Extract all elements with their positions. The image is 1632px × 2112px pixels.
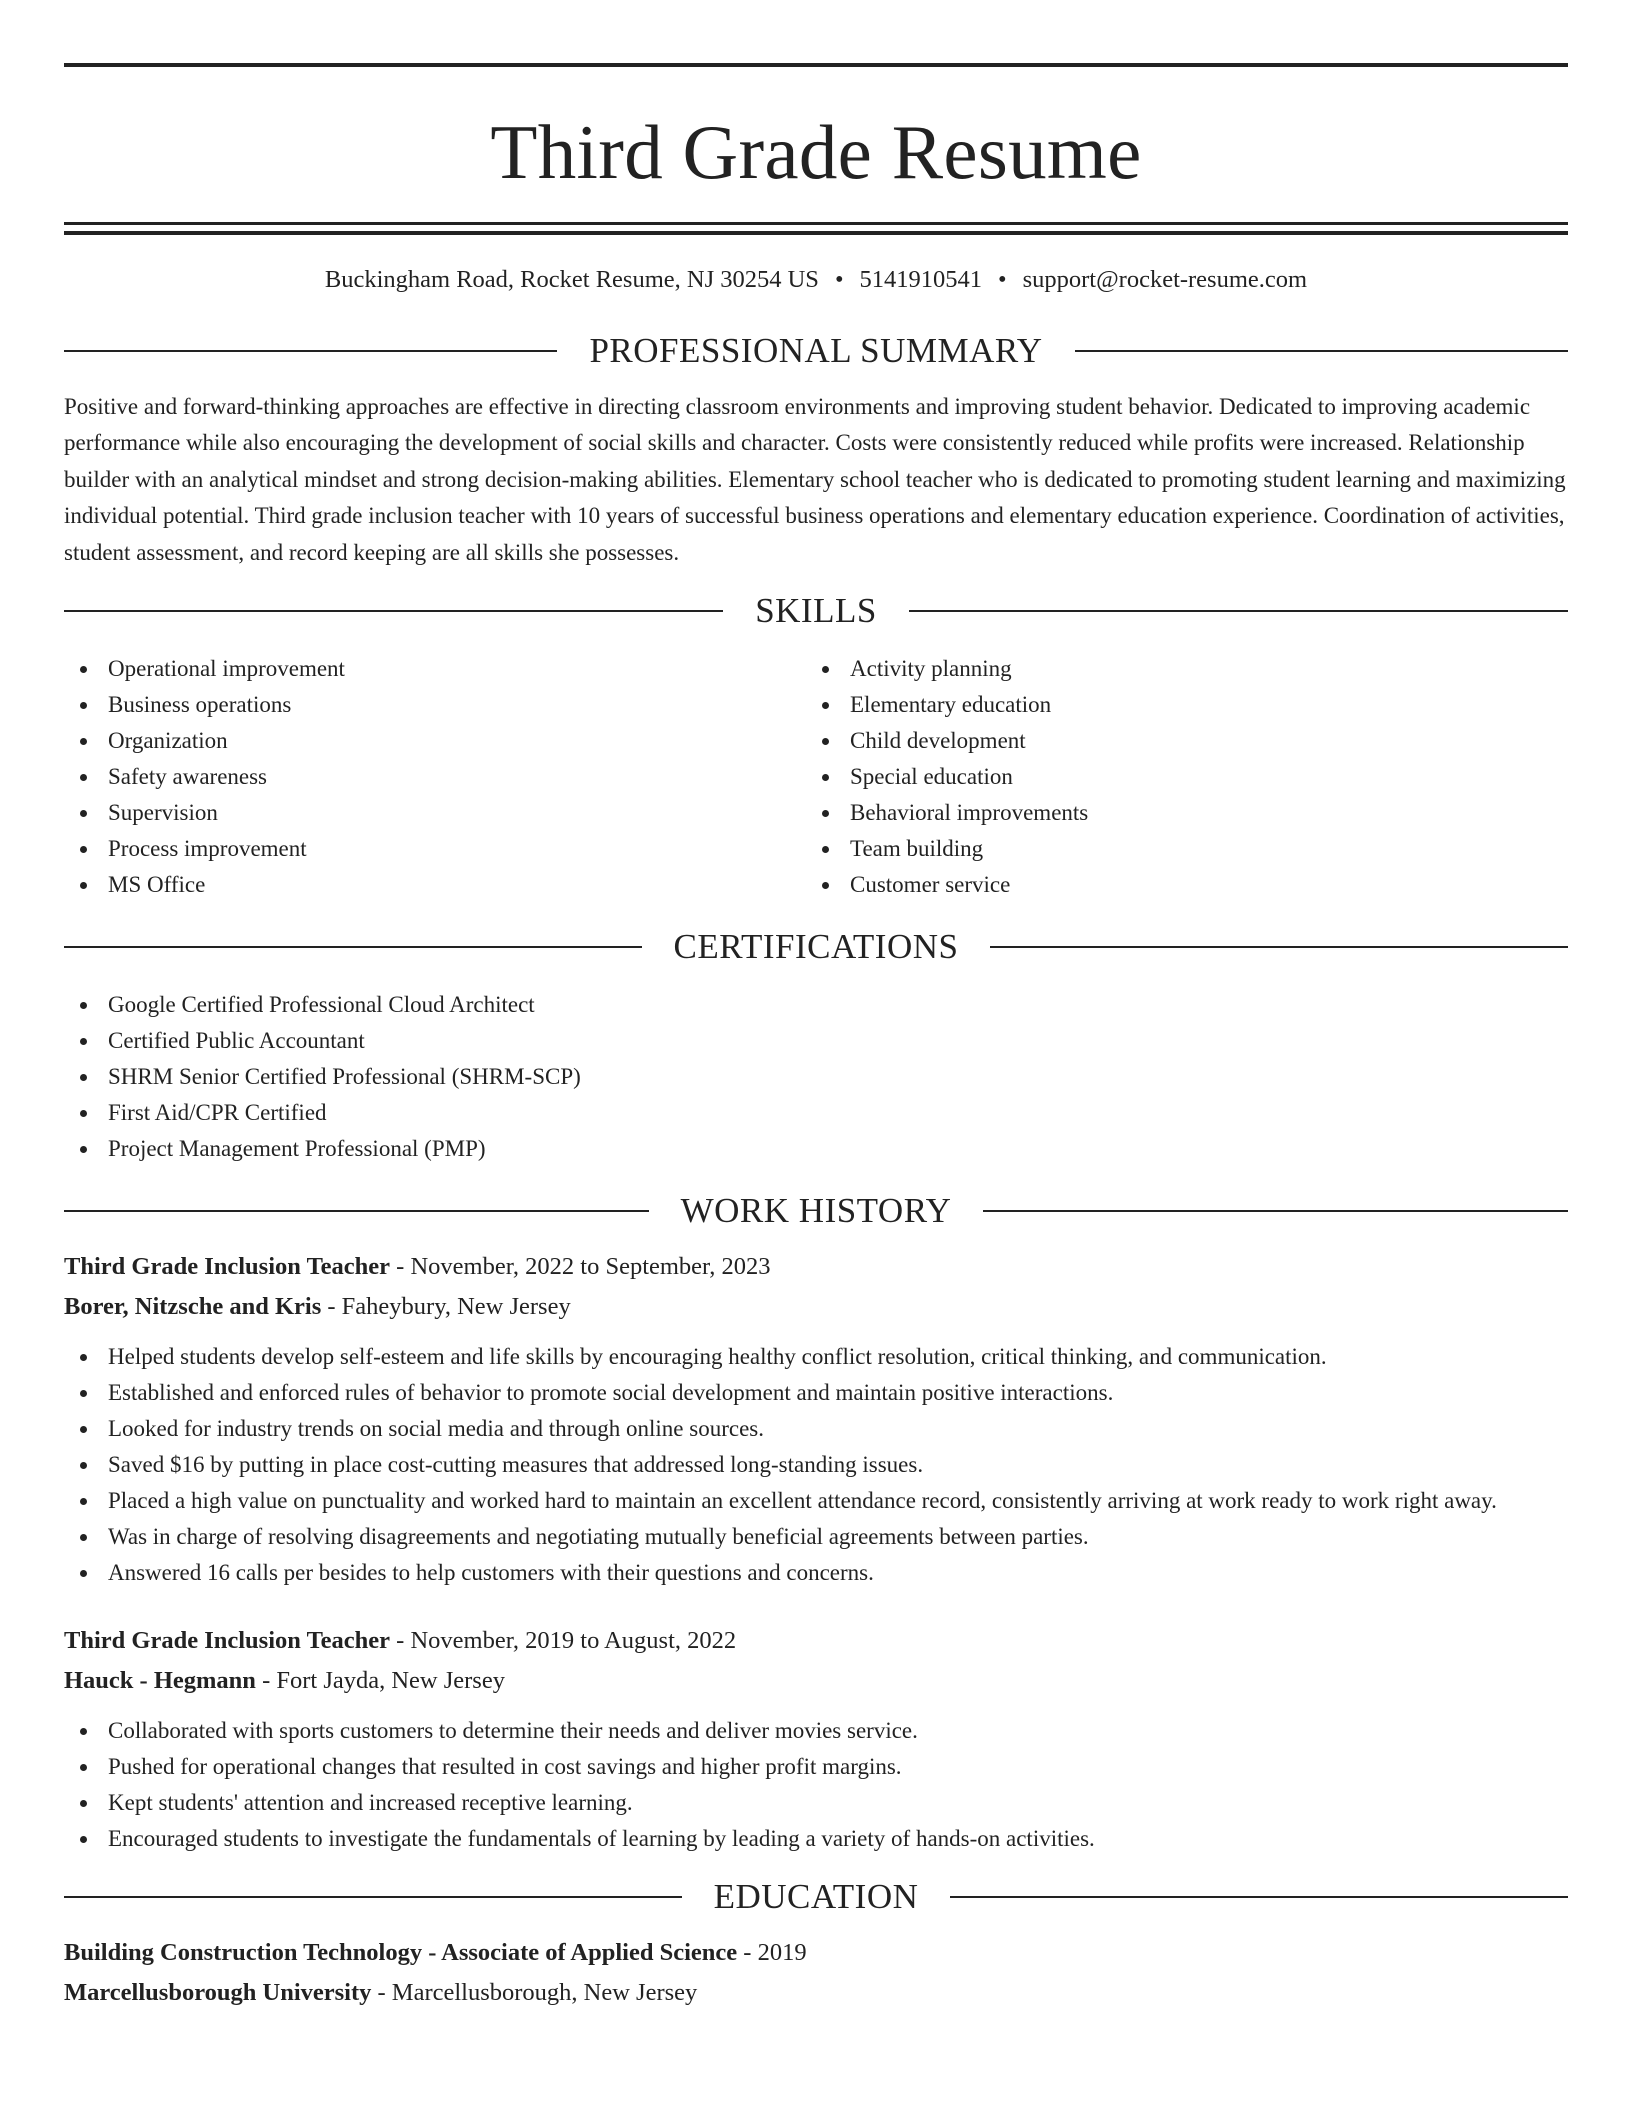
section-header-work — [64, 1189, 1568, 1233]
education-location: - Marcellusborough, New Jersey — [371, 1979, 698, 2007]
skill-item: Activity planning — [806, 651, 1548, 687]
section-title-summary: PROFESSIONAL SUMMARY — [589, 331, 1043, 370]
section-title-work: WORK HISTORY — [680, 1191, 952, 1231]
skill-item: Behavioral improvements — [806, 795, 1548, 831]
skills-list-left — [64, 651, 806, 903]
skills-column-right — [806, 651, 1548, 903]
job-dates: - November, 2022 to September, 2023 — [390, 1253, 771, 1281]
section-rule-left — [64, 946, 642, 948]
skill-item: Special education — [806, 759, 1548, 795]
section-title-skills: SKILLS — [755, 591, 877, 631]
contact-address: Buckingham Road, Rocket Resume, NJ 30254 US — [324, 266, 819, 293]
section-rule-left — [64, 1210, 649, 1212]
skill-item: Business operations — [64, 687, 806, 723]
job-bullet: Pushed for operational changes that resulted in cost savings and higher profit margins. — [64, 1749, 1568, 1785]
contact-phone: 5141910541 — [859, 266, 983, 293]
job-bullet: Encouraged students to investigate the fundamentals of learning by leading a variety of hands-on activities. — [64, 1821, 1568, 1857]
job-company-line — [64, 1661, 1568, 1701]
contact-line — [64, 265, 1568, 295]
contact-separator: • — [998, 266, 1007, 293]
job-bullet: Established and enforced rules of behavior to promote social development and maintain positive interactions. — [64, 1375, 1568, 1411]
contact-separator: • — [834, 266, 844, 293]
contact-email[interactable]: support@rocket-resume.com — [1022, 266, 1308, 293]
section-header-certifications — [64, 925, 1568, 969]
education-school: Marcellusborough University — [64, 1979, 372, 2007]
job-title: Third Grade Inclusion Teacher — [64, 1253, 391, 1281]
section-rule-left — [64, 350, 557, 352]
header-top-rule — [64, 63, 1568, 67]
section-rule-right — [983, 1210, 1568, 1212]
skill-item: Process improvement — [64, 831, 806, 867]
skill-item: MS Office — [64, 867, 806, 903]
section-header-education — [64, 1875, 1568, 1919]
job-title-line — [64, 1621, 1568, 1661]
section-rule-right — [1075, 350, 1568, 352]
header-double-rule — [64, 222, 1568, 235]
section-title-certifications: CERTIFICATIONS — [673, 927, 959, 967]
job-title: Third Grade Inclusion Teacher — [64, 1627, 391, 1655]
section-rule-right — [950, 1896, 1568, 1898]
job-company-line — [64, 1287, 1568, 1327]
skills-grid — [64, 651, 1568, 903]
certification-item: Google Certified Professional Cloud Architect — [64, 987, 1568, 1023]
skills-column-left — [64, 651, 806, 903]
job-bullet: Kept students' attention and increased receptive learning. — [64, 1785, 1568, 1821]
certifications-list — [64, 987, 1568, 1167]
education-year: - 2019 — [737, 1939, 807, 1967]
section-rule-left — [64, 610, 723, 612]
education-degree-line — [64, 1933, 1568, 1973]
job-title-line — [64, 1247, 1568, 1287]
certification-item: Certified Public Accountant — [64, 1023, 1568, 1059]
job-bullet: Saved $16 by putting in place cost-cutting measures that addressed long-standing issues. — [64, 1447, 1568, 1483]
job-company: Borer, Nitzsche and Kris — [64, 1293, 322, 1321]
certification-item: SHRM Senior Certified Professional (SHRM-SCP) — [64, 1059, 1568, 1095]
section-rule-right — [909, 610, 1568, 612]
education-entry — [64, 1933, 1568, 2013]
resume-title: Third Grade Resume — [490, 109, 1142, 195]
skill-item: Child development — [806, 723, 1548, 759]
job-bullets — [64, 1339, 1568, 1591]
section-header-summary — [64, 329, 1568, 373]
skill-item: Supervision — [64, 795, 806, 831]
certification-item: Project Management Professional (PMP) — [64, 1131, 1568, 1167]
job-bullet: Placed a high value on punctuality and worked hard to maintain an excellent attendance record, consistently arriving at work ready to work right away. — [64, 1483, 1568, 1519]
section-rule-right — [990, 946, 1568, 948]
work-entry — [64, 1621, 1568, 1857]
skill-item: Elementary education — [806, 687, 1548, 723]
skill-item: Organization — [64, 723, 806, 759]
skill-item: Customer service — [806, 867, 1548, 903]
job-bullets — [64, 1713, 1568, 1857]
education-school-line — [64, 1973, 1568, 2013]
job-dates: - November, 2019 to August, 2022 — [390, 1627, 737, 1655]
section-header-skills — [64, 589, 1568, 633]
skill-item: Safety awareness — [64, 759, 806, 795]
work-entry — [64, 1247, 1568, 1591]
skills-list-right — [806, 651, 1548, 903]
job-bullet: Was in charge of resolving disagreements and negotiating mutually beneficial agreements between parties. — [64, 1519, 1568, 1555]
skill-item: Team building — [806, 831, 1548, 867]
job-bullet: Looked for industry trends on social media and through online sources. — [64, 1411, 1568, 1447]
job-bullet: Answered 16 calls per besides to help customers with their questions and concerns. — [64, 1555, 1568, 1591]
certification-item: First Aid/CPR Certified — [64, 1095, 1568, 1131]
skill-item: Operational improvement — [64, 651, 806, 687]
job-bullet: Helped students develop self-esteem and life skills by encouraging healthy conflict resolution, critical thinking, and communication. — [64, 1339, 1568, 1375]
job-bullet: Collaborated with sports customers to determine their needs and deliver movies service. — [64, 1713, 1568, 1749]
section-rule-left — [64, 1896, 682, 1898]
job-location: - Faheybury, New Jersey — [321, 1293, 571, 1321]
summary-text: Positive and forward-thinking approaches are effective in directing classroom environments and improving student behavior. Dedicated to improving academic performance while also encouraging the development of social skills and character. Costs were consistently reduced while profits were increased. Relationship builder with an analytical mindset and strong decision-making abilities. Elementary school teacher who is dedicated to promoting student learning and maximizing individual potential. Third grade inclusion teacher with 10 years of successful business operations and elementary education experience. Coordination of activities, student assessment, and record keeping are all skills she possesses. — [64, 394, 1566, 565]
education-degree: Building Construction Technology - Associate of Applied Science — [64, 1939, 738, 1967]
section-title-education: EDUCATION — [713, 1877, 919, 1917]
job-company: Hauck - Hegmann — [64, 1667, 256, 1695]
job-location: - Fort Jayda, New Jersey — [255, 1667, 505, 1695]
resume-page — [64, 0, 1568, 2013]
